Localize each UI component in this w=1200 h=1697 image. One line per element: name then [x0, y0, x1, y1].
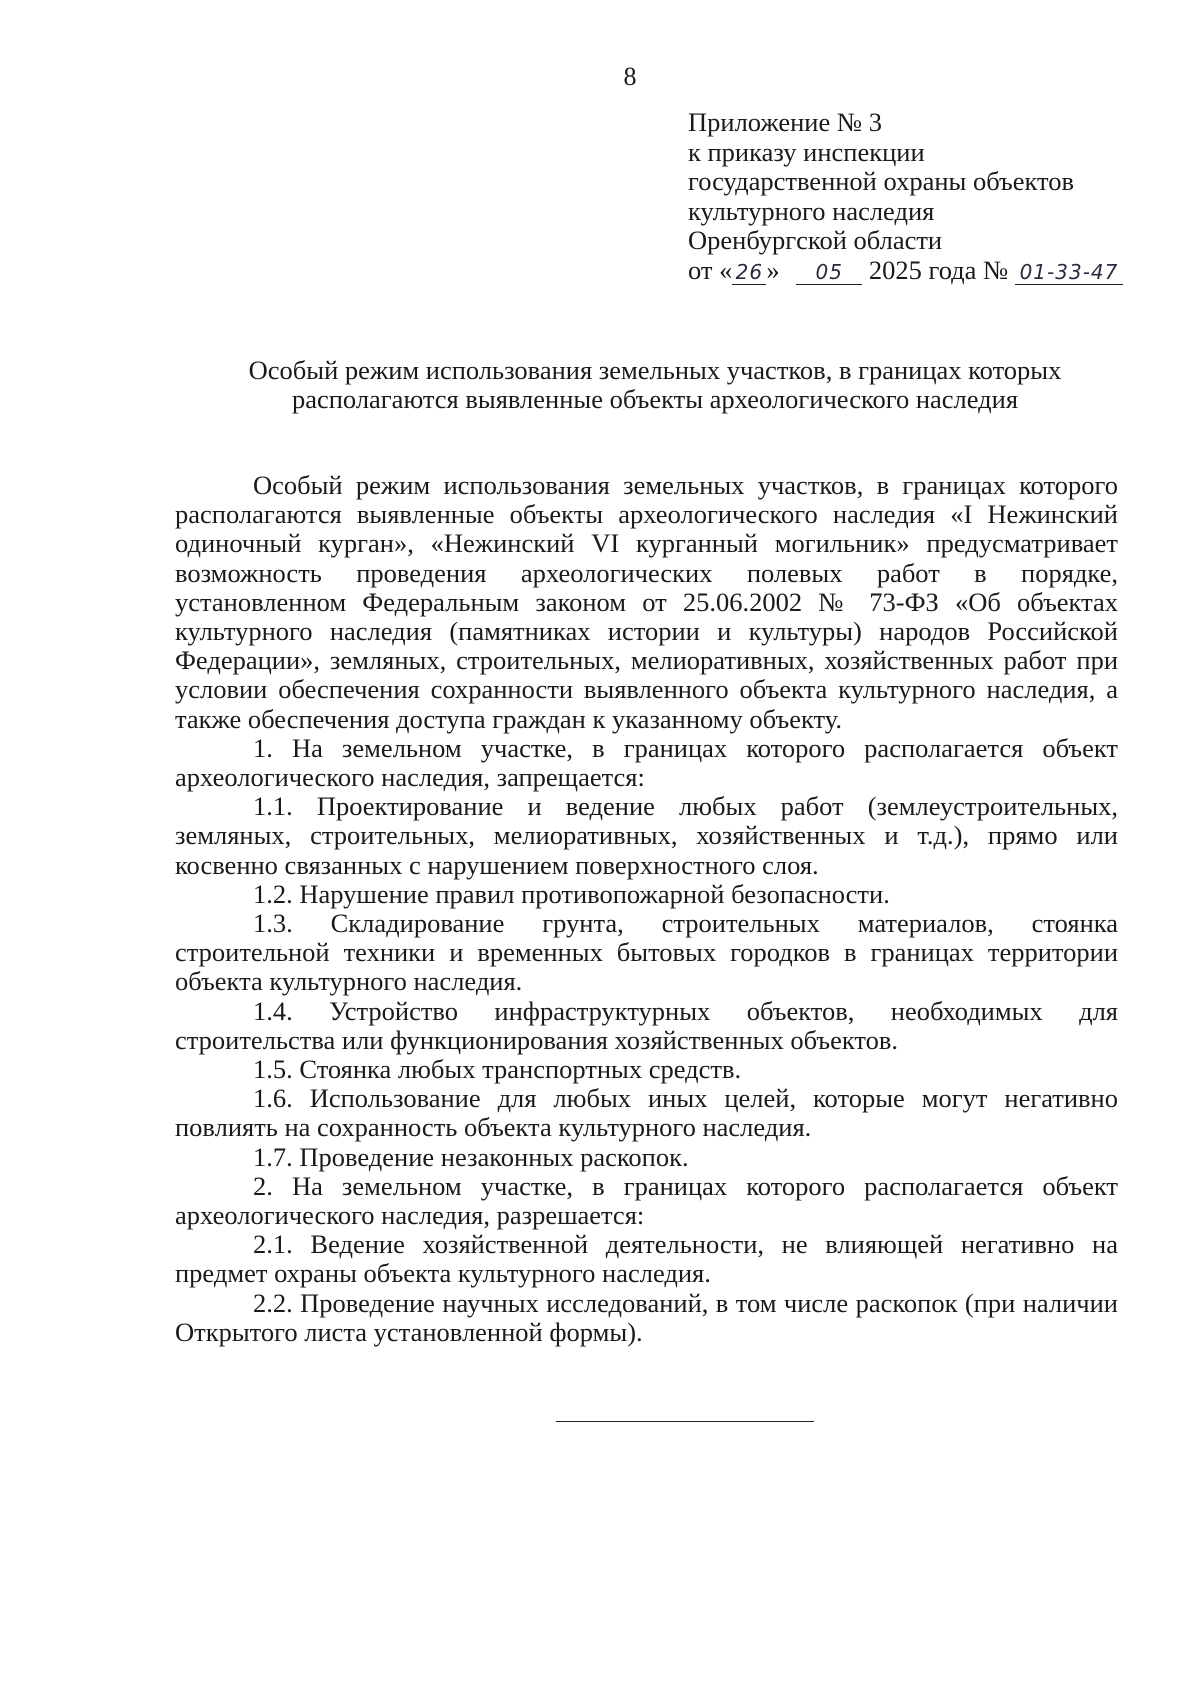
document-title: [200, 356, 1110, 414]
end-divider: [556, 1421, 814, 1422]
clause-1-2: 1.2. Нарушение правил противопожарной безопасности.: [253, 878, 890, 909]
intro-paragraph: Особый режим использования земельных участков, в границах которого располагаются выявленные объекты археологического наследия «I Нежинский одиночный курган», «Нежинский VI курганный могильник» предусматривает возможность проведения археологических полевых работ в порядке, установленном Федеральным законом от 25.06.2002 № 73-ФЗ «Об объектах культурного наследия (памятниках истории и культуры) народов Российской Федерации», земляных, строительных, мелиоративных, хозяйственных работ при условии обеспечения сохранности выявленного объекта культурного наследия, а также обеспечения доступа граждан к указанному объекту.: [175, 470, 1118, 734]
appendix-line: Приложение № 3: [688, 107, 883, 137]
page-number: 8: [623, 62, 637, 91]
handwritten-month: 05: [796, 260, 862, 285]
document-body: [175, 471, 1118, 1347]
handwritten-day: 26: [732, 260, 766, 285]
date-separator: »: [766, 254, 780, 285]
appendix-date-line: [688, 256, 1123, 286]
clause-1-7: 1.7. Проведение незаконных раскопок.: [253, 1141, 689, 1172]
clause-1-1: 1.1. Проектирование и ведение любых работ (землеустроительных, земляных, строительных, мелиоративных, хозяйственных и т.д.), прямо или косвенно связанных с нарушением поверхностного слоя.: [175, 791, 1118, 880]
appendix-line: культурного наследия: [688, 195, 935, 226]
clause-2-2: 2.2. Проведение научных исследований, в том числе раскопок (при наличии Открытого листа установленной формы).: [175, 1287, 1118, 1347]
handwritten-order-number: 01-33-47: [1015, 260, 1123, 285]
clause-1-3: 1.3. Складирование грунта, строительных материалов, стоянка строительной техники и временных бытовых городков в границах территории объекта культурного наследия.: [175, 908, 1118, 997]
title-line-2: располагаются выявленные объекты археологического наследия: [291, 384, 1019, 414]
appendix-line: к приказу инспекции: [688, 136, 925, 167]
clause-1-6: 1.6. Использование для любых иных целей, которые могут негативно повлиять на сохранность объекта культурного наследия.: [175, 1083, 1118, 1143]
year-text: 2025 года №: [868, 254, 1009, 285]
title-line-1: Особый режим использования земельных участков, в границах которых: [248, 355, 1062, 385]
clause-1-4: 1.4. Устройство инфраструктурных объектов, необходимых для строительства или функционирования хозяйственных объектов.: [175, 995, 1118, 1055]
appendix-header: [688, 108, 1123, 285]
date-prefix: от «: [688, 254, 733, 285]
clause-2-1: 2.1. Ведение хозяйственной деятельности, не влияющей негативно на предмет охраны объекта культурного наследия.: [175, 1229, 1118, 1289]
clause-2: 2. На земельном участке, в границах которого располагается объект археологического наследия, разрешается:: [175, 1170, 1118, 1231]
appendix-line: Оренбургской области: [688, 225, 943, 255]
appendix-line: государственной охраны объектов: [688, 166, 1075, 196]
clause-1-5: 1.5. Стоянка любых транспортных средств.: [253, 1054, 742, 1085]
clause-1: 1. На земельном участке, в границах которого располагается объект археологического наследия, запрещается:: [175, 732, 1118, 793]
